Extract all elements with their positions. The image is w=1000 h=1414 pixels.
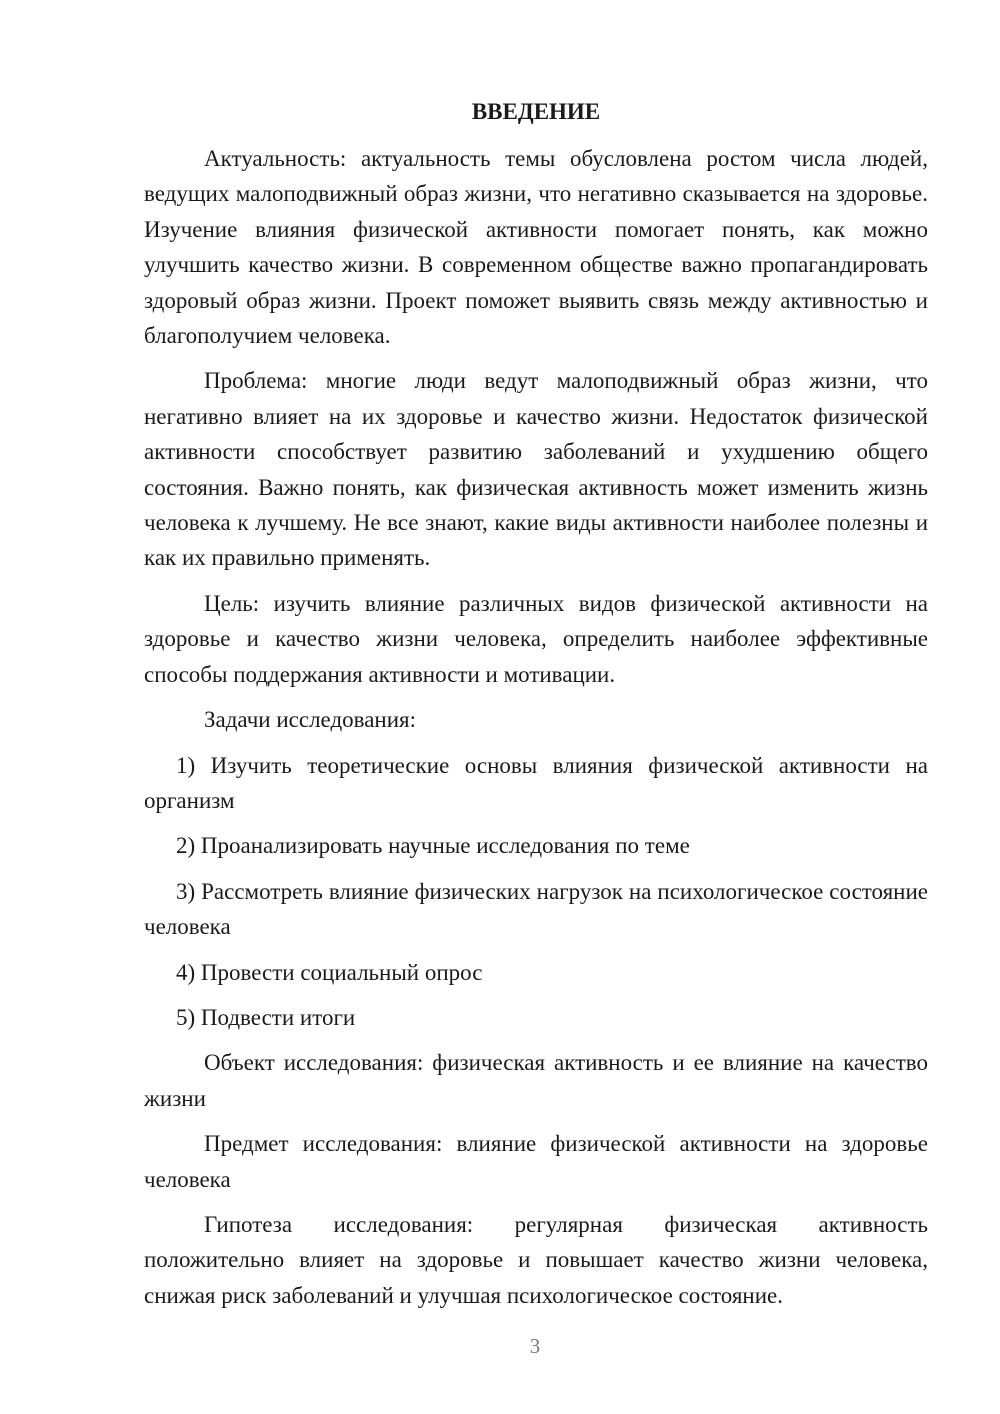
paragraph-tasks-heading: Задачи исследования: (204, 707, 417, 733)
task-item: 2) Проанализировать научные исследования по теме (176, 833, 690, 859)
page-number: 3 (529, 1334, 541, 1358)
document-body (144, 94, 928, 1323)
paragraph-object: Объект исследования: физическая активность и ее влияние на качество жизни (144, 1050, 928, 1111)
task-item: 4) Провести социальный опрос (176, 959, 483, 985)
paragraph-goal: Цель: изучить влияние различных видов физической активности на здоровье и качество жизни человека, определить наиболее эффективные способы поддержания активности и мотивации. (144, 590, 928, 687)
page-title: ВВЕДЕНИЕ (471, 99, 601, 124)
task-item: 3) Рассмотреть влияние физических нагрузок на психологическое состояние человека (144, 878, 928, 940)
paragraph-problem: Проблема: многие люди ведут малоподвижный образ жизни, что негативно влияет на их здоровье и качество жизни. Недостаток физической активности способствует развитию заболеваний и ухудшению общего состояния. Важно понять, как физическая активность может изменить жизнь человека к лучшему. Не все знают, какие виды активности наиболее полезны и как их правильно применять. (144, 368, 928, 571)
paragraph-subject: Предмет исследования: влияние физической активности на здоровье человека (144, 1131, 928, 1192)
task-item: 5) Подвести итоги (176, 1004, 356, 1030)
task-item: 1) Изучить теоретические основы влияния физической активности на организм (144, 752, 928, 813)
tasks-list (144, 748, 928, 1036)
paragraph-relevance: Актуальность: актуальность темы обусловлена ростом числа людей, ведущих малоподвижный образ жизни, что негативно сказывается на здоровье. Изучение влияния физической активности помогает понять, как можно улучшить качество жизни. В современном обществе важно пропагандировать здоровый образ жизни. Проект поможет выявить связь между активностью и благополучием человека. (144, 146, 928, 349)
paragraph-hypothesis: Гипотеза исследования: регулярная физическая активность положительно влияет на здоровье и повышает качество жизни человека, снижая риск заболеваний и улучшая психологическое состояние. (144, 1211, 928, 1308)
